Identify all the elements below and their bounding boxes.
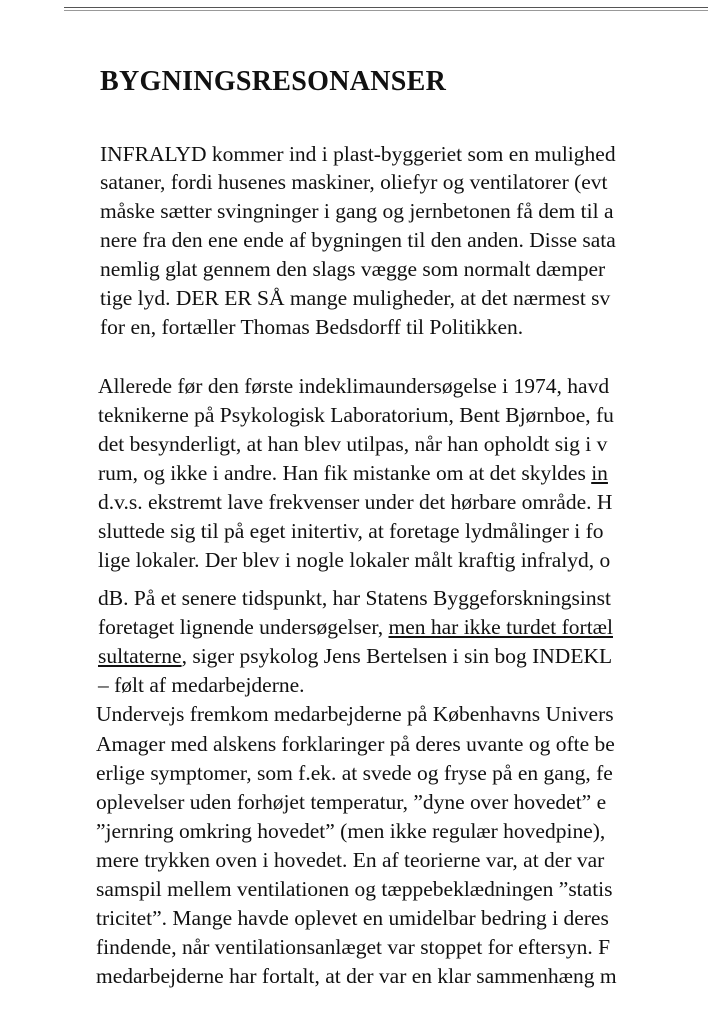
text-line: d.v.s. ekstremt lave frekvenser under det hørbare område. H: [98, 490, 613, 514]
text-line: Undervejs fremkom medarbejderne på Københavns Univers: [96, 702, 614, 726]
text-run: rum, og ikke i andre. Han fik mistanke om at det skyldes: [98, 461, 592, 485]
underlined-text: sultaterne: [98, 644, 182, 668]
top-rule-secondary: [64, 10, 708, 11]
text-line: teknikerne på Psykologisk Laboratorium, Bent Bjørnboe, fu: [98, 403, 614, 427]
text-line: ”jernring omkring hovedet” (men ikke regulær hovedpine),: [96, 819, 606, 843]
text-line: oplevelser uden forhøjet temperatur, ”dyne over hovedet” e: [96, 790, 607, 814]
text-line: Allerede før den første indeklimaundersøgelse i 1974, havd: [98, 374, 610, 398]
text-line: måske sætter svingninger i gang og jernbetonen få dem til a: [100, 199, 614, 223]
text-line: Amager med alskens forklaringer på deres uvante og ofte be: [96, 732, 615, 756]
text-line: dB. På et senere tidspunkt, har Statens Byggeforskningsinst: [98, 586, 611, 610]
text-line: erlige symptomer, som f.ek. at svede og fryse på en gang, fe: [96, 761, 613, 785]
text-line: det besynderligt, at han blev utilpas, når han opholdt sig i v: [98, 432, 608, 456]
text-line: for en, fortæller Thomas Bedsdorff til Politikken.: [100, 315, 524, 339]
text-line: findende, når ventilationsanlæget var stoppet for eftersyn. F: [96, 935, 611, 959]
underlined-text: men har ikke turdet fortæl: [388, 615, 613, 639]
underlined-text: in: [591, 461, 608, 485]
text-line: medarbejderne har fortalt, at der var en klar sammenhæng m: [96, 964, 617, 988]
text-line: nere fra den ene ende af bygningen til den anden. Disse sata: [100, 228, 616, 252]
text-line: samspil mellem ventilationen og tæppebeklædningen ”statis: [96, 877, 613, 901]
text-line: mere trykken oven i hovedet. En af teorierne var, at der var: [96, 848, 605, 872]
text-line: tige lyd. DER ER SÅ mange muligheder, at det nærmest sv: [100, 286, 611, 310]
text-line: – følt af medarbejderne.: [98, 673, 305, 697]
text-line: lige lokaler. Der blev i nogle lokaler målt kraftig infralyd, o: [98, 548, 611, 572]
text-line: nemlig glat gennem den slags vægge som normalt dæmper: [100, 257, 606, 281]
text-line: [98, 463, 608, 485]
top-rule: [64, 7, 708, 8]
text-line: sluttede sig til på eget initertiv, at foretage lydmålinger i fo: [98, 519, 604, 543]
text-line: [98, 617, 613, 639]
text-line: INFRALYD kommer ind i plast-byggeriet som en mulighed: [100, 142, 616, 166]
text-line: sataner, fordi husenes maskiner, oliefyr og ventilatorer (evt: [100, 170, 608, 194]
text-line: [98, 646, 612, 668]
text-run: foretaget lignende undersøgelser,: [98, 615, 389, 639]
page-title: BYGNINGSRESONANSER: [100, 66, 447, 97]
text-run: , siger psykolog Jens Bertelsen i sin bog INDEKL: [181, 644, 613, 668]
text-line: tricitet”. Mange havde oplevet en umidelbar bedring i deres: [96, 906, 609, 930]
